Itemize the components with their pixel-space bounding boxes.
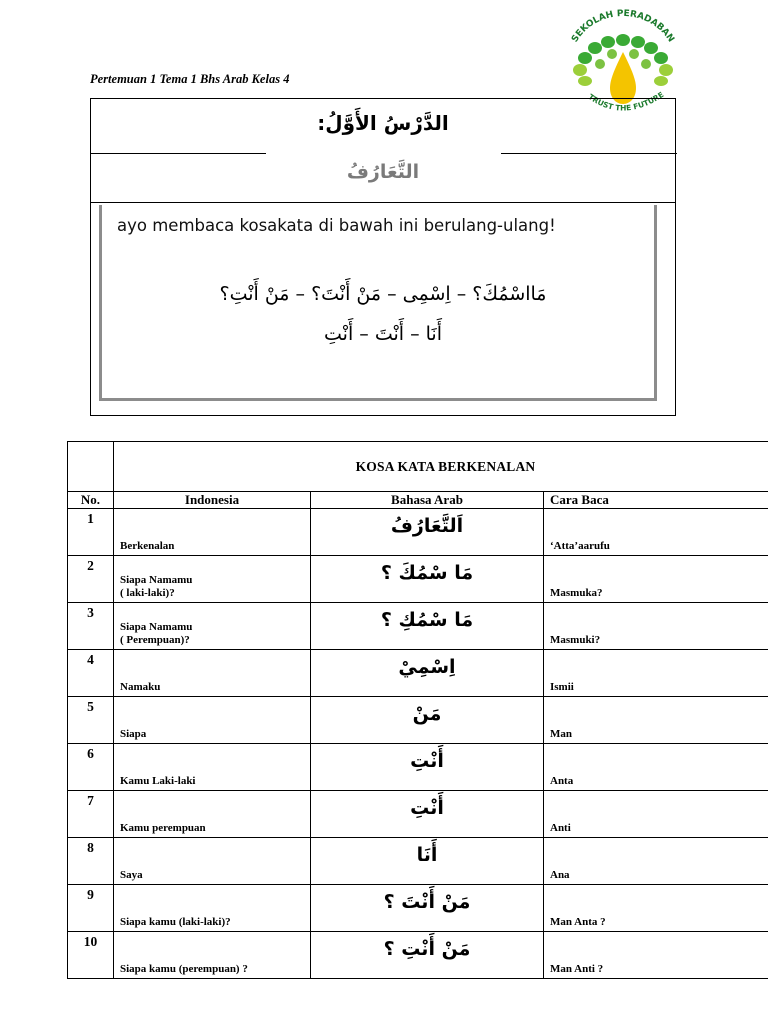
header-indonesia: Indonesia (114, 492, 311, 509)
cara-baca-text: Man Anti ? (550, 963, 604, 975)
cara-baca-cell (544, 556, 768, 603)
title-rule-right (501, 153, 677, 154)
row-number: 7 (68, 791, 114, 838)
table-row (68, 509, 768, 556)
arabic-cell: أَنْتِ (311, 744, 544, 791)
arabic-cell: اَلتَّعَارُفُ (311, 509, 544, 556)
title-rule-left (91, 153, 266, 154)
logo-bottom-text: TRUST THE FUTURE (586, 90, 666, 113)
cara-baca-cell (544, 509, 768, 556)
lesson-divider (91, 202, 675, 203)
arabic-cell: مَنْ أَنْتَ ؟ (311, 885, 544, 932)
indonesia-text: Siapa kamu (perempuan) ? (120, 963, 248, 975)
row-number: 4 (68, 650, 114, 697)
row-number: 10 (68, 932, 114, 979)
indonesia-text: Kamu Laki-laki (120, 775, 196, 787)
indonesia-cell (114, 885, 311, 932)
cara-baca-text: Man (550, 728, 572, 740)
indonesia-cell (114, 838, 311, 885)
table-caption: KOSA KATA BERKENALAN (114, 442, 768, 492)
cara-baca-cell (544, 932, 768, 979)
indonesia-cell (114, 744, 311, 791)
table-row (68, 650, 768, 697)
indonesia-text: Siapa Namamu ( Perempuan)? (120, 621, 193, 646)
cara-baca-cell (544, 650, 768, 697)
indonesia-text: Saya (120, 869, 143, 881)
cara-baca-text: Ismii (550, 681, 574, 693)
caption-spacer (68, 442, 114, 492)
cara-baca-text: Ana (550, 869, 570, 881)
arabic-cell: مَنْ (311, 697, 544, 744)
cara-baca-text: Masmuka? (550, 587, 603, 599)
cara-baca-text: Anta (550, 775, 574, 787)
indonesia-text: Kamu perempuan (120, 822, 206, 834)
indonesia-text: Siapa kamu (laki-laki)? (120, 916, 231, 928)
arabic-cell: مَنْ أَنْتِ ؟ (311, 932, 544, 979)
indonesia-cell (114, 509, 311, 556)
cara-baca-text: Masmuki? (550, 634, 601, 646)
cara-baca-cell (544, 791, 768, 838)
header-cara-baca: Cara Baca (544, 492, 768, 509)
row-number: 1 (68, 509, 114, 556)
cara-baca-cell (544, 838, 768, 885)
cara-baca-text: ‘Atta’aarufu (550, 540, 610, 552)
cara-baca-cell (544, 744, 768, 791)
arabic-cell: اِسْمِيْ (311, 650, 544, 697)
arabic-cell: مَا سْمُكَ ؟ (311, 556, 544, 603)
row-number: 9 (68, 885, 114, 932)
header-no: No. (68, 492, 114, 509)
vocabulary-table (67, 441, 768, 979)
table-row (68, 885, 768, 932)
row-number: 5 (68, 697, 114, 744)
table-caption-row (68, 442, 768, 492)
indonesia-cell (114, 791, 311, 838)
indonesia-text: Berkenalan (120, 540, 175, 552)
cara-baca-cell (544, 697, 768, 744)
table-row (68, 791, 768, 838)
indonesia-cell (114, 697, 311, 744)
arabic-cell: مَا سْمُكِ ؟ (311, 603, 544, 650)
reading-instruction: ayo membaca kosakata di bawah ini berulang-ulang! (117, 216, 556, 235)
indonesia-cell (114, 650, 311, 697)
document-header: Pertemuan 1 Tema 1 Bhs Arab Kelas 4 (90, 72, 290, 86)
lesson-box (90, 98, 676, 416)
table-row (68, 932, 768, 979)
indonesia-text: Namaku (120, 681, 161, 693)
header-arab: Bahasa Arab (311, 492, 544, 509)
indonesia-cell (114, 556, 311, 603)
arabic-cell: أَنَا (311, 838, 544, 885)
table-row (68, 697, 768, 744)
table-row (68, 838, 768, 885)
row-number: 6 (68, 744, 114, 791)
indonesia-text: Siapa (120, 728, 147, 740)
cara-baca-text: Man Anta ? (550, 916, 606, 928)
cara-baca-text: Anti (550, 822, 571, 834)
table-row (68, 744, 768, 791)
row-number: 2 (68, 556, 114, 603)
row-number: 8 (68, 838, 114, 885)
row-number: 3 (68, 603, 114, 650)
logo-top-text: SEKOLAH PERADABAN (570, 8, 676, 45)
table-row (68, 556, 768, 603)
arabic-cell: أَنْتِ (311, 791, 544, 838)
lesson-subtitle: التَّعَارُفُ (346, 161, 420, 183)
indonesia-text: Siapa Namamu ( laki-laki)? (120, 574, 193, 599)
lesson-title: الدَّرْسُ الأَوَّلُ: (317, 111, 449, 135)
indonesia-cell (114, 932, 311, 979)
arabic-phrases-line-1: مَااسْمُكَ؟ – اِسْمِى – مَنْ أَنْتَ؟ – مَنْ أَنْتِ؟ (219, 283, 547, 305)
table-header-row (68, 492, 768, 509)
indonesia-cell (114, 603, 311, 650)
table-row (68, 603, 768, 650)
cara-baca-cell (544, 603, 768, 650)
arabic-phrases-line-2: أَنَا – أَنْتَ – أَنْتِ (324, 323, 442, 345)
cara-baca-cell (544, 885, 768, 932)
